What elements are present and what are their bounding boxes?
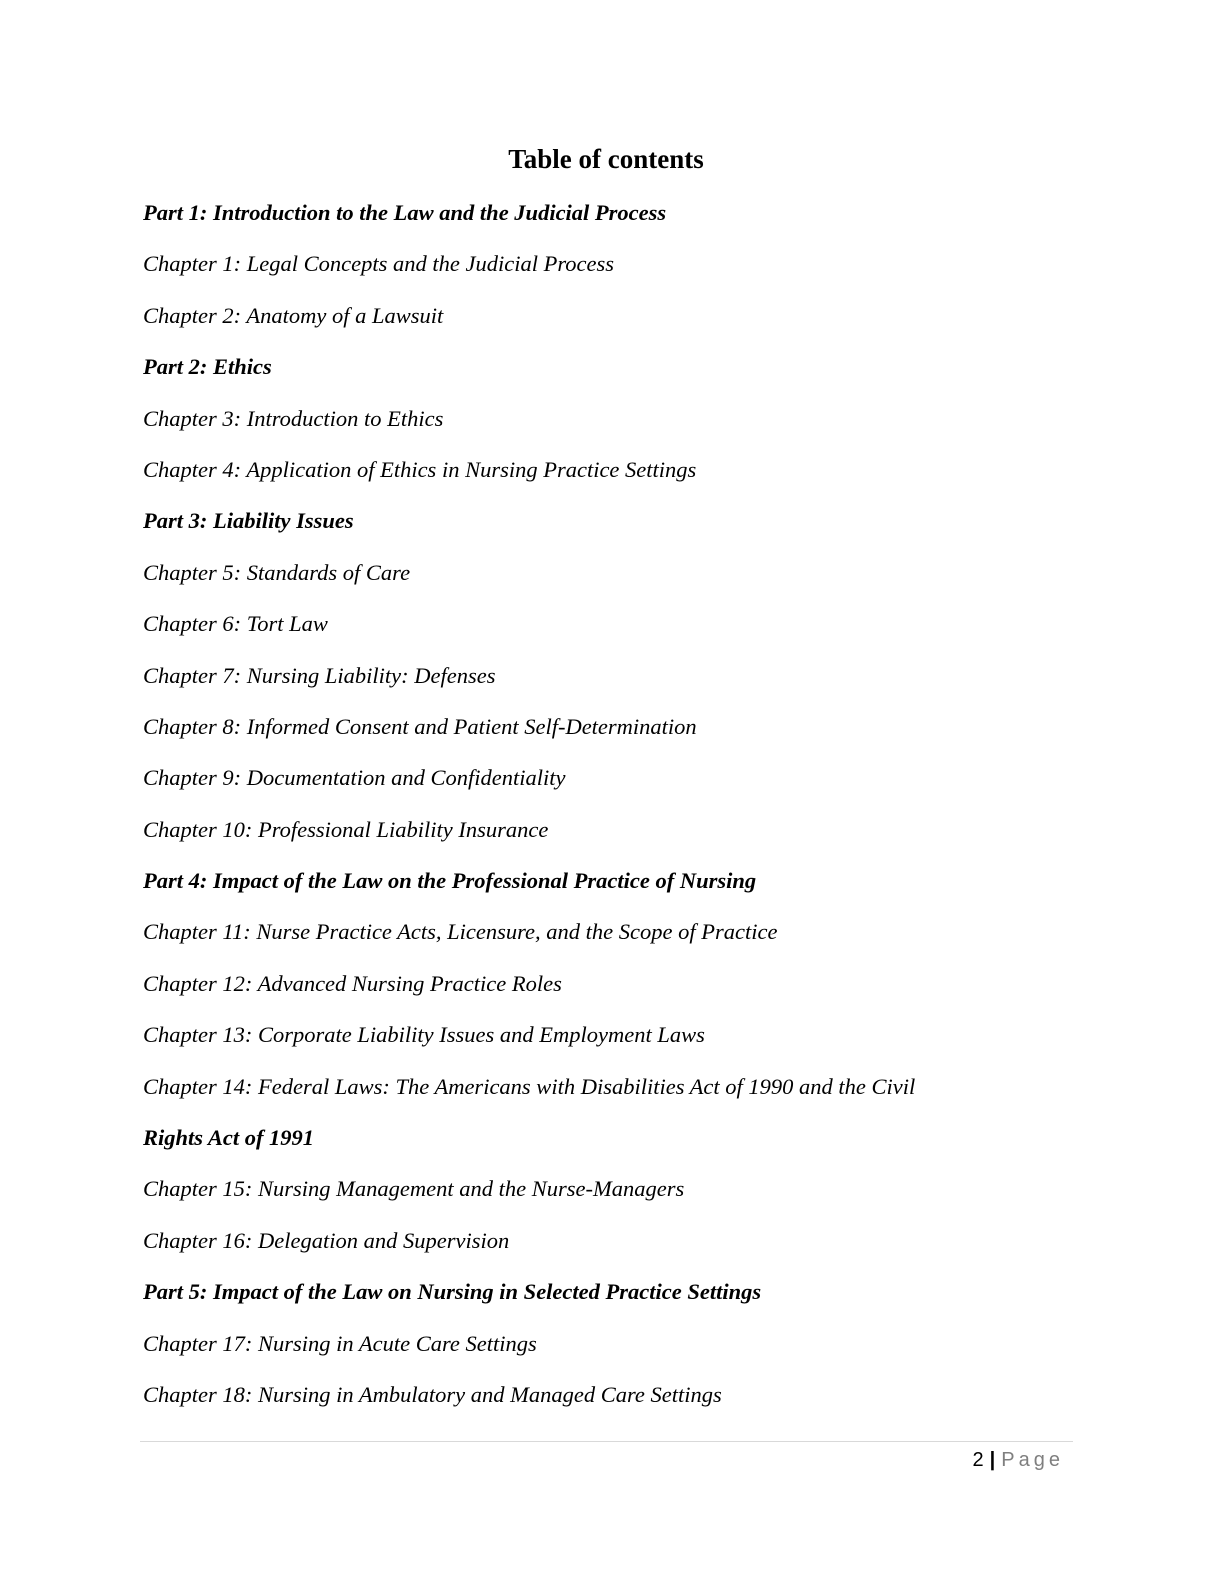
footer-divider <box>140 1441 1073 1442</box>
toc-chapter-entry: Chapter 2: Anatomy of a Lawsuit <box>143 302 444 328</box>
toc-chapter-entry: Chapter 8: Informed Consent and Patient Self-Determination <box>143 713 697 739</box>
toc-part-entry: Part 2: Ethics <box>143 354 272 380</box>
toc-part-entry: Part 5: Impact of the Law on Nursing in Selected Practice Settings <box>143 1279 762 1305</box>
toc-chapter-entry: Chapter 15: Nursing Management and the Nurse-Managers <box>143 1176 685 1202</box>
toc-part-entry: Part 4: Impact of the Law on the Professional Practice of Nursing <box>143 868 757 894</box>
page-footer <box>973 1446 1064 1474</box>
toc-chapter-entry: Chapter 9: Documentation and Confidentiality <box>143 765 566 791</box>
toc-chapter-entry: Chapter 12: Advanced Nursing Practice Roles <box>143 970 562 996</box>
toc-chapter-entry: Chapter 18: Nursing in Ambulatory and Managed Care Settings <box>143 1381 722 1407</box>
toc-chapter-entry: Chapter 7: Nursing Liability: Defenses <box>143 662 496 688</box>
page-label: Page <box>1001 1449 1064 1471</box>
toc-part-entry: Part 3: Liability Issues <box>143 508 354 534</box>
toc-chapter-entry: Chapter 16: Delegation and Supervision <box>143 1227 510 1253</box>
toc-chapter-entry: Chapter 1: Legal Concepts and the Judicial Process <box>143 251 614 277</box>
toc-part-entry: Rights Act of 1991 <box>143 1125 315 1151</box>
toc-chapter-entry: Chapter 10: Professional Liability Insurance <box>143 816 549 842</box>
toc-chapter-entry: Chapter 13: Corporate Liability Issues and Employment Laws <box>143 1022 705 1048</box>
toc-chapter-entry: Chapter 17: Nursing in Acute Care Settings <box>143 1330 537 1356</box>
toc-part-entry: Part 1: Introduction to the Law and the Judicial Process <box>143 200 667 225</box>
toc-chapter-entry: Chapter 3: Introduction to Ethics <box>143 405 444 431</box>
toc-chapter-entry: Chapter 5: Standards of Care <box>143 559 411 585</box>
footer-separator: | <box>989 1449 996 1471</box>
toc-list <box>143 196 915 1429</box>
page-number: 2 <box>972 1449 984 1471</box>
toc-chapter-entry: Chapter 11: Nurse Practice Acts, Licensure, and the Scope of Practice <box>143 919 778 945</box>
toc-chapter-entry: Chapter 4: Application of Ethics in Nursing Practice Settings <box>143 456 697 482</box>
toc-chapter-entry: Chapter 14: Federal Laws: The Americans with Disabilities Act of 1990 and the Civil <box>143 1073 916 1099</box>
toc-title: Table of contents <box>508 144 704 174</box>
toc-chapter-entry: Chapter 6: Tort Law <box>143 611 328 637</box>
